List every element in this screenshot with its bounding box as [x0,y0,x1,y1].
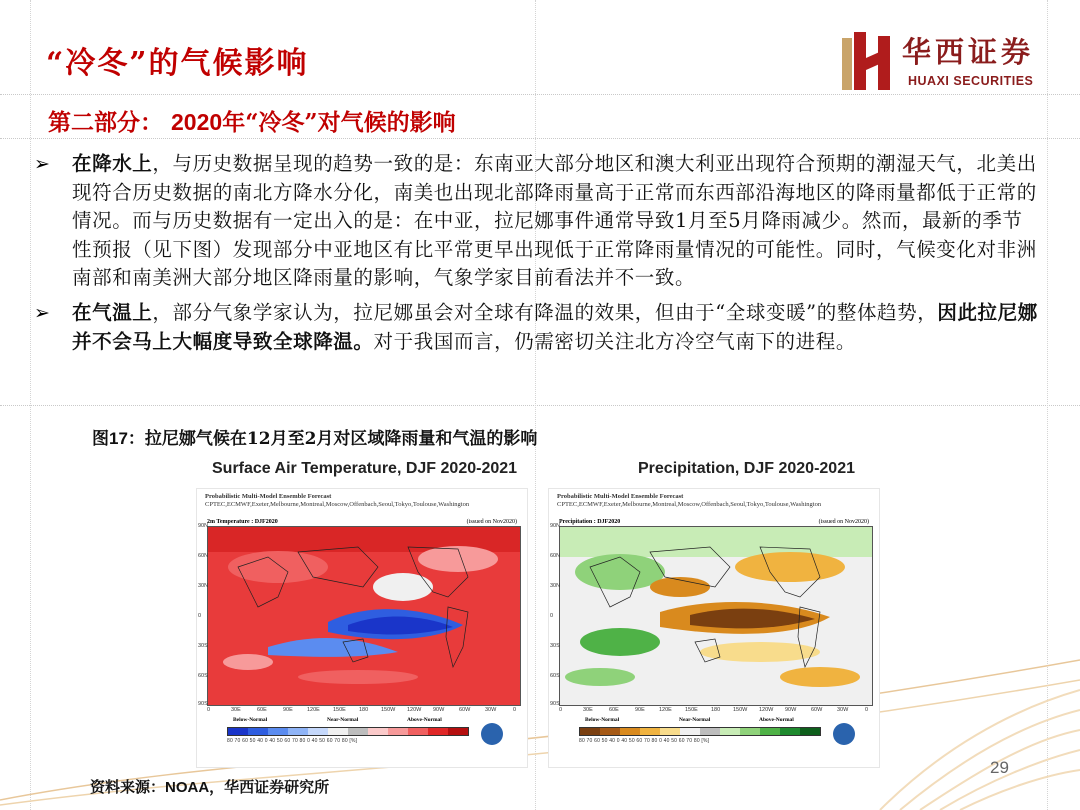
legend-swatch [660,728,680,735]
temperature-map-title: Surface Air Temperature, DJF 2020-2021 [212,460,518,477]
legend-below: Below-Normal [233,717,268,723]
guide-line [0,94,1080,95]
lat-label: 60S [198,673,208,679]
page-title: “冷冬”的气候影响 [46,46,309,81]
legend-swatch [328,728,348,735]
bullet-text: ，部分气象学家认为，拉尼娜虽会对全球有降温的效果，但由于“全球变暖”的整体趋势， [152,300,938,324]
legend-swatch [740,728,760,735]
legend-ticks: 80 70 60 50 40 0 40 50 60 70 80 0 40 50 60 70 80 [%] [579,738,710,744]
huaxi-logo-icon [840,32,896,92]
caption-prefix: 图 [92,429,109,449]
section-subtitle [48,104,456,137]
legend-swatch [580,728,600,735]
panel-issued-label: (issued on Nov2020) [818,519,869,525]
lon-label: 0 [207,707,211,713]
lat-label: 90S [198,701,208,707]
guide-line [30,0,31,810]
caption-text: ：拉尼娜气候在12月至2月对区域降雨量和气温的影响 [127,429,538,449]
lon-label: 90E [283,707,293,713]
lon-label: 180 [711,707,721,713]
lon-label: 90E [635,707,645,713]
lat-label: 30S [198,643,208,649]
lon-label: 150W [381,707,396,713]
wmo-logo-icon [833,723,855,745]
panel-head-centres: CPTEC,ECMWF,Exeter,Melbourne,Montreal,Moscow,Offenbach,Seoul,Tokyo,Toulouse,Washington [557,501,822,508]
legend-swatch [308,728,328,735]
legend-swatch [288,728,308,735]
lat-label: 90N [550,523,561,529]
lon-label: 150W [733,707,748,713]
lat-label: 60S [550,673,560,679]
subtitle-year: 2020 [171,109,223,135]
legend-ticks: 80 70 60 50 40 0 40 50 60 70 80 0 40 50 60 70 80 [%] [227,738,358,744]
lat-label: 0 [550,613,554,619]
panel-header [557,493,821,509]
legend-swatch [760,728,780,735]
page-number: 29 [990,758,1009,777]
lon-label: 0 [559,707,563,713]
precipitation-map-image [559,526,873,706]
temperature-map-image [207,526,521,706]
lon-label: 60E [609,707,619,713]
bullet-lead: 在气温上 [72,300,153,324]
bullet-text: 对于我国而言，仍需密切关注北方冷空气南下的进程。 [373,329,856,353]
lon-label: 60W [811,707,823,713]
lon-label: 30E [583,707,593,713]
subtitle-prefix: 第二部分： [48,109,163,136]
lat-label: 90S [550,701,560,707]
lon-label: 60E [257,707,267,713]
bullet-precipitation [32,150,1042,293]
legend-swatch [428,728,448,735]
panel-head-title: Probabilistic Multi-Model Ensemble Forecast [557,493,684,500]
temperature-map-graphic [208,527,520,705]
source-note: 资料来源：NOAA，华西证券研究所 [90,779,330,796]
legend-near: Near-Normal [327,717,359,723]
legend-swatch [348,728,368,735]
precipitation-map-title: Precipitation, DJF 2020-2021 [638,460,855,477]
precipitation-legend-bar [579,727,821,736]
lon-label: 0 [865,707,869,713]
legend-swatch [680,728,700,735]
lon-label: 150E [685,707,698,713]
lat-label: 0 [198,613,202,619]
lat-label: 60N [198,553,209,559]
bullet-list [32,150,1042,356]
guide-line [1047,0,1048,810]
company-logo [840,30,1050,94]
legend-near: Near-Normal [679,717,711,723]
lon-label: 30E [231,707,241,713]
lon-label: 0 [513,707,517,713]
guide-line [0,138,1080,139]
lat-label: 60N [550,553,561,559]
lat-label: 30N [198,583,209,589]
legend-above: Above-Normal [759,717,794,723]
panel-issued-label: (issued on Nov2020) [466,519,517,525]
panel-head-title: Probabilistic Multi-Model Ensemble Forecast [205,493,332,500]
legend-swatch [408,728,428,735]
legend-swatch [248,728,268,735]
subtitle-suffix: 年“冷冬”对气候的影响 [222,109,456,136]
bullet-emphasis: 因此拉尼娜并不会马上大幅度导致全球降温。 [72,300,1038,353]
bullet-text: ，与历史数据呈现的趋势一致的是：东南亚大部分地区和澳大利亚出现符合预期的潮湿天气，北美出现符合历史数据的南北方降水分化，南美也出现北部降雨量高于正常而东西部沿海地区的降雨量都低于正常的情况。而与历史数据有一定出入的是：在中亚，拉尼娜事件通常导致1月至5月降雨减少。然而，最新的季节性预报（见下图）发现部分中亚地区有比平常更早出现低于正常降雨量情况的可能性。同时，气候变化对非洲南部和南美洲大部分地区降雨量的影响，气象学家目前看法并不一致。 [72,152,1037,290]
guide-line [0,405,1080,406]
lon-label: 180 [359,707,369,713]
lon-label: 90W [433,707,445,713]
panel-header [205,493,469,509]
legend-swatch [640,728,660,735]
lon-label: 60W [459,707,471,713]
legend-below: Below-Normal [585,717,620,723]
legend-swatch [600,728,620,735]
legend-swatch [388,728,408,735]
guide-line [535,0,536,810]
precipitation-forecast-map [548,488,880,768]
lon-label: 120W [407,707,422,713]
legend-swatch [368,728,388,735]
arrow-bullet-icon: ➢ [34,301,51,324]
bullet-lead: 在降水上 [72,152,153,175]
figure-caption [92,424,537,449]
lat-label: 90N [198,523,209,529]
temperature-forecast-map [196,488,528,768]
lon-label: 120W [759,707,774,713]
lon-label: 90W [785,707,797,713]
legend-above: Above-Normal [407,717,442,723]
arrow-bullet-icon: ➢ [34,153,51,175]
lon-label: 120E [307,707,320,713]
panel-head-centres: CPTEC,ECMWF,Exeter,Melbourne,Montreal,Moscow,Offenbach,Seoul,Tokyo,Toulouse,Washington [205,501,470,508]
wmo-logo-icon [481,723,503,745]
temperature-legend-bar [227,727,469,736]
legend-swatch [448,728,468,735]
legend-swatch [268,728,288,735]
legend-swatch [720,728,740,735]
bullet-temperature [32,299,1042,356]
caption-number: 17 [109,429,128,448]
legend-swatch [700,728,720,735]
logo-english-name: HUAXI SECURITIES [908,74,1034,88]
legend-swatch [800,728,820,735]
precipitation-map-graphic [560,527,872,705]
lon-label: 150E [333,707,346,713]
legend-swatch [780,728,800,735]
panel-variable-label: 2m Temperature : DJF2020 [207,519,278,525]
legend-swatch [228,728,248,735]
lon-label: 120E [659,707,672,713]
lon-label: 30W [837,707,849,713]
legend-swatch [620,728,640,735]
panel-variable-label: Precipitation : DJF2020 [559,519,621,525]
lat-label: 30N [550,583,561,589]
logo-chinese-name: 华西证券 [902,35,1035,69]
lon-label: 30W [485,707,497,713]
lat-label: 30S [550,643,560,649]
